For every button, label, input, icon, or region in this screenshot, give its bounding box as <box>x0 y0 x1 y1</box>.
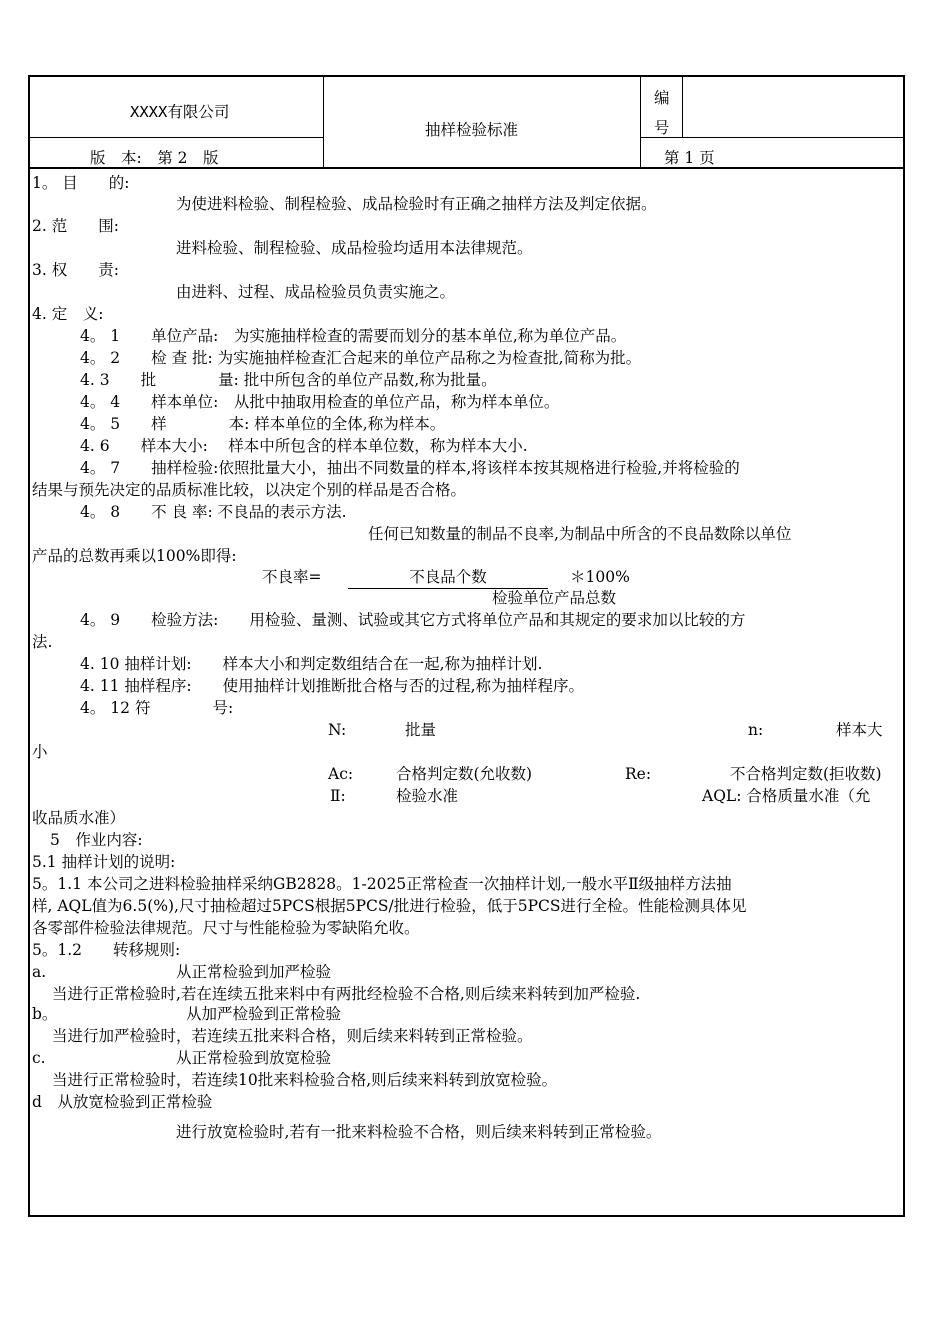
definition-4-9-line2: 法. <box>32 633 53 651</box>
rule-d-heading: d 从放宽检验到正常检验 <box>32 1093 213 1111</box>
definition-4-4: 4。 4 样本单位: 从批中抽取用检查的单位产品，称为样本单位。 <box>80 393 560 411</box>
section-1-heading: 1。 目 的: <box>32 174 130 192</box>
page-number: 第 1 页 <box>664 149 715 167</box>
code-label-1: 编 <box>654 89 670 107</box>
definition-4-7-line2: 结果与预先决定的品质标准比较，以决定个别的样品是否合格。 <box>32 481 467 499</box>
rule-c-text: 当进行正常检验时，若连续10批来料检验合格,则后续来料转到放宽检验。 <box>52 1071 558 1089</box>
header-divider-v1 <box>323 76 324 168</box>
section-5-1-1-line3: 各零部件检验法律规范。尺寸与性能检验为零缺陷允收。 <box>32 919 420 937</box>
symbol-n-text: 样本大 <box>836 721 883 739</box>
symbol-Ac-text: 合格判定数(允收数) <box>396 765 533 783</box>
symbol-II-label: Ⅱ: <box>330 787 346 805</box>
definition-4-8-detail-wrap: 产品的总数再乘以100%即得: <box>32 547 237 565</box>
definition-4-9-line1: 4。 9 检验方法: 用检验、量测、试验或其它方式将单位产品和其规定的要求加以比较的方 <box>80 611 746 629</box>
definition-4-1: 4。 1 单位产品: 为实施抽样检查的需要而划分的基本单位,称为单位产品。 <box>80 327 627 345</box>
company-name: XXXX有限公司 <box>130 103 230 121</box>
section-3-text: 由进料、过程、成品检验员负责实施之。 <box>176 283 456 301</box>
rule-d-text: 进行放宽检验时,若有一批来料检验不合格，则后续来料转到正常检验。 <box>176 1123 662 1141</box>
definition-4-7-line1: 4。 7 抽样检验:依照批量大小，抽出不同数量的样本,将该样本按其规格进行检验,并将检验的 <box>80 459 740 477</box>
symbol-N-label: N: <box>328 721 347 739</box>
definition-4-6: 4. 6 样本大小: 样本中所包含的样本单位数，称为样本大小. <box>80 437 528 455</box>
symbol-AQL: AQL: 合格质量水准（允 <box>702 787 871 805</box>
definition-4-8: 4。 8 不 良 率: 不良品的表示方法. <box>80 503 347 521</box>
section-5-1-1-line1: 5。1.1 本公司之进料检验抽样采纳GB2828。1-2025正常检查一次抽样计划,一般水平Ⅱ级抽样方法抽 <box>32 875 732 893</box>
rule-a-text: 当进行正常检验时,若在连续五批来料中有两批经检验不合格,则后续来料转到加严检验. <box>52 985 641 1003</box>
header-divider-v2 <box>640 76 641 168</box>
rule-b-title: 从加严检验到正常检验 <box>186 1005 342 1023</box>
symbol-II-text: 检验水准 <box>396 787 459 805</box>
formula-multiplier: ＊100% <box>570 568 630 586</box>
section-1-text: 为使进料检验、制程检验、成品检验时有正确之抽样方法及判定依据。 <box>176 195 657 213</box>
definition-4-3: 4. 3 批 量: 批中所包含的单位产品数,称为批量。 <box>80 371 497 389</box>
document-title: 抽样检验标准 <box>425 121 519 139</box>
definition-4-5: 4。 5 样 本: 样本单位的全体,称为样本。 <box>80 415 446 433</box>
section-3-heading: 3. 权 责: <box>32 261 119 279</box>
definition-4-12: 4。 12 符 号: <box>80 699 234 717</box>
version-label: 版 本: 第 2 版 <box>90 149 219 167</box>
section-5-1: 5.1 抽样计划的说明: <box>32 853 176 871</box>
rule-b-text: 当进行加严检验时，若连续五批来料合格，则后续来料转到正常检验。 <box>52 1027 533 1045</box>
rule-c-marker: c. <box>32 1049 46 1067</box>
rule-c-title: 从正常检验到放宽检验 <box>176 1049 332 1067</box>
formula-numerator <box>348 566 548 589</box>
symbol-Re-label: Re: <box>625 765 652 783</box>
definition-4-2: 4。 2 检 查 批: 为实施抽样检查汇合起来的单位产品称之为检查批,简称为批。 <box>80 349 642 367</box>
code-label-2: 号 <box>654 119 670 137</box>
rule-a-title: 从正常检验到加严检验 <box>176 963 332 981</box>
section-5-1-2: 5。1.2 转移规则: <box>32 941 181 959</box>
section-5-heading: 5 作业内容: <box>50 831 143 849</box>
header-divider-v3 <box>682 76 683 138</box>
definition-4-11: 4. 11 抽样程序: 使用抽样计划推断批合格与否的过程,称为抽样程序。 <box>80 677 585 695</box>
formula-denominator: 检验单位产品总数 <box>492 589 617 607</box>
symbol-AQL-wrap: 收品质水准） <box>32 809 126 827</box>
section-5-1-1-line2: 样, AQL值为6.5(%),尺寸抽检超过5PCS根据5PCS/批进行检验，低于5PCS进行全检。性能检测具体见 <box>32 897 747 915</box>
section-2-heading: 2. 范 围: <box>32 217 119 235</box>
symbol-n-label: n: <box>748 721 764 739</box>
symbol-n-text-wrap: 小 <box>32 743 48 761</box>
definition-4-10: 4. 10 抽样计划: 样本大小和判定数组结合在一起,称为抽样计划. <box>80 655 543 673</box>
symbol-Ac-label: Ac: <box>328 765 354 783</box>
section-4-heading: 4. 定 义: <box>32 305 104 323</box>
formula-numerator-text: 不良品个数 <box>409 568 487 586</box>
symbol-Re-text: 不合格判定数(拒收数) <box>730 765 882 783</box>
definition-4-8-detail: 任何已知数量的制品不良率,为制品中所含的不良品数除以单位 <box>368 525 792 543</box>
formula-lhs: 不良率= <box>262 568 322 586</box>
section-2-text: 进料检验、制程检验、成品检验均适用本法律规范。 <box>176 239 533 257</box>
rule-a-marker: a. <box>32 963 47 981</box>
header-divider-h2 <box>640 137 904 138</box>
rule-b-marker: b。 <box>32 1005 58 1023</box>
symbol-N-text: 批量 <box>405 721 437 739</box>
header-divider-h1 <box>29 137 323 138</box>
